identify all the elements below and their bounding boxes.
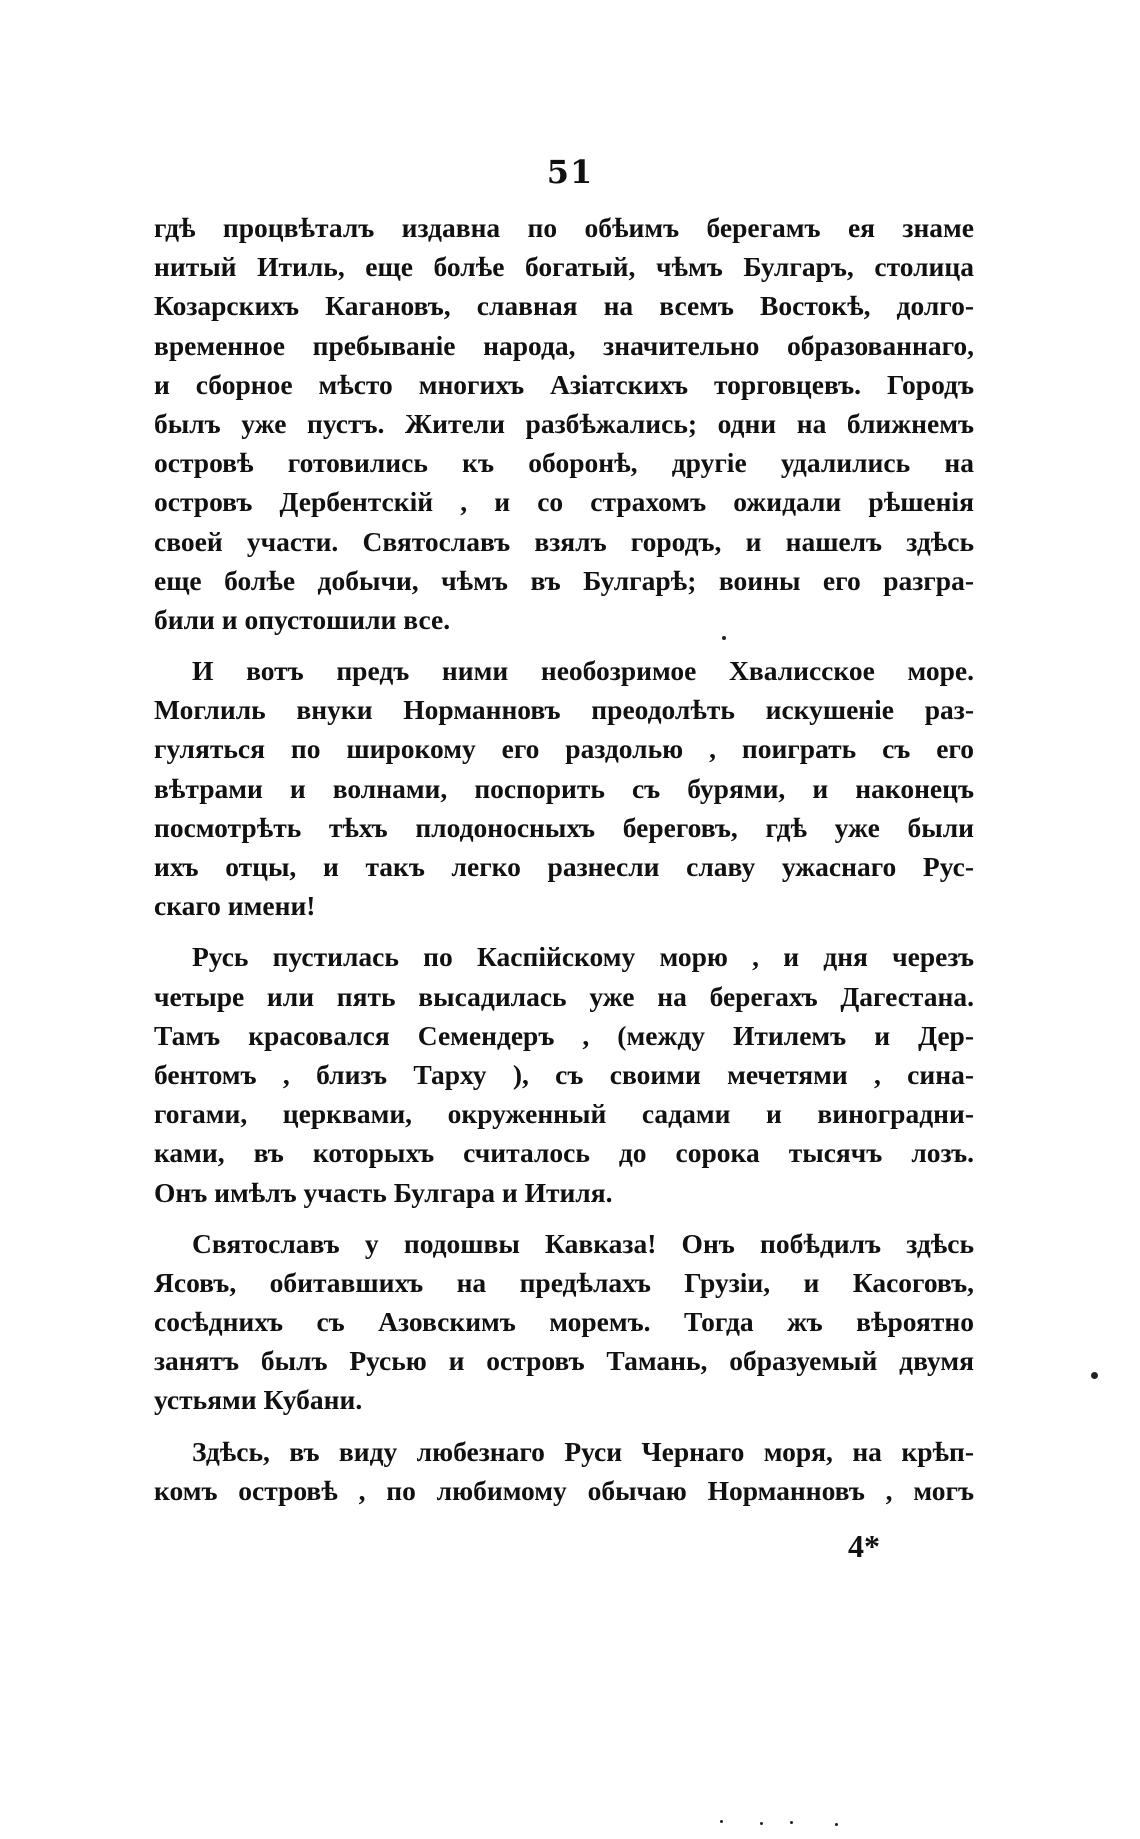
print-speck <box>790 1821 793 1824</box>
text-line: былъ уже пустъ. Жители разбѣжались; одни на ближнемъ <box>154 407 974 439</box>
text-line: ками, въ которыхъ считалось до сорока тысячъ лозъ. <box>154 1137 974 1169</box>
body-text <box>154 208 974 1510</box>
text-line: временное пребываніе народа, значительно образованнаго, <box>154 329 974 361</box>
page-number: 51 <box>546 153 594 191</box>
signature-mark: 4* <box>848 1528 880 1564</box>
text-line: Козарскихъ Кагановъ, славная на всемъ Востокѣ, долго- <box>154 290 974 322</box>
text-line: Святославъ у подошвы Кавказа! Онъ побѣдилъ здѣсь <box>192 1227 974 1259</box>
text-line: еще болѣе добычи, чѣмъ въ Булгарѣ; воины его разгра- <box>154 564 974 596</box>
print-speck <box>760 1822 763 1825</box>
paragraph-2 <box>154 651 974 925</box>
text-line: посмотрѣть тѣхъ плодоносныхъ береговъ, гдѣ уже были <box>154 811 974 843</box>
text-line: гуляться по широкому его раздолью , поиграть съ его <box>154 733 974 765</box>
paragraph-1 <box>154 208 974 639</box>
text-line: устьями Кубани. <box>154 1384 363 1416</box>
text-line: били и опустошили все. <box>154 603 451 635</box>
text-line: ихъ отцы, и такъ легко разнесли славу ужаснаго Рус- <box>154 851 974 882</box>
print-speck <box>720 1820 723 1823</box>
text-line: бентомъ , близъ Тарху ), съ своими мечетями , сина- <box>154 1058 974 1090</box>
text-line: Онъ имѣлъ участь Булгара и Итиля. <box>154 1176 613 1208</box>
paragraph-5 <box>154 1432 974 1510</box>
print-speck <box>1091 1372 1098 1379</box>
text-line: гогами, церквами, окруженный садами и виноградни- <box>154 1098 974 1130</box>
print-speck <box>722 636 726 640</box>
text-line: островѣ готовились къ оборонѣ, другіе удалились на <box>154 447 974 479</box>
text-line: Ясовъ, обитавшихъ на предѣлахъ Грузіи, и Касоговъ, <box>154 1266 974 1298</box>
text-line: И вотъ предъ ними необозримое Хвалисское море. <box>192 655 974 687</box>
text-line: нитый Итиль, еще болѣе богатый, чѣмъ Булгаръ, столица <box>154 251 974 283</box>
text-line: сосѣднихъ съ Азовскимъ моремъ. Тогда жъ вѣроятно <box>154 1306 974 1338</box>
text-line: занятъ былъ Русью и островъ Тамань, образуемый двумя <box>154 1345 974 1377</box>
text-line: островъ Дербентскій , и со страхомъ ожидали рѣшенія <box>154 486 974 518</box>
text-line: Здѣсь, въ виду любезнаго Руси Чернаго моря, на крѣп- <box>192 1435 974 1467</box>
text-line: Русь пустилась по Каспійскому морю , и дня черезъ <box>192 941 974 973</box>
text-line: своей участи. Святославъ взялъ городъ, и нашелъ здѣсь <box>154 525 974 557</box>
print-speck <box>835 1823 838 1826</box>
text-line: скаго имени! <box>154 890 316 922</box>
text-line: вѣтрами и волнами, поспорить съ бурями, и наконецъ <box>154 772 974 804</box>
text-line: четыре или пять высадилась уже на берегахъ Дагестана. <box>154 980 974 1012</box>
paragraph-4 <box>154 1224 974 1420</box>
text-line: гдѣ процвѣталъ издавна по обѣимъ берегамъ ея знаме <box>154 212 974 243</box>
text-line: комъ островѣ , по любимому обычаю Норманновъ , могъ <box>154 1474 974 1506</box>
text-line: Тамъ красовался Семендеръ , (между Итилемъ и Дер- <box>154 1019 974 1051</box>
paragraph-3 <box>154 937 974 1211</box>
text-line: Моглиль внуки Норманновъ преодолѣть искушеніе раз- <box>154 694 974 726</box>
text-line: и сборное мѣсто многихъ Азіатскихъ торговцевъ. Городъ <box>154 368 974 400</box>
